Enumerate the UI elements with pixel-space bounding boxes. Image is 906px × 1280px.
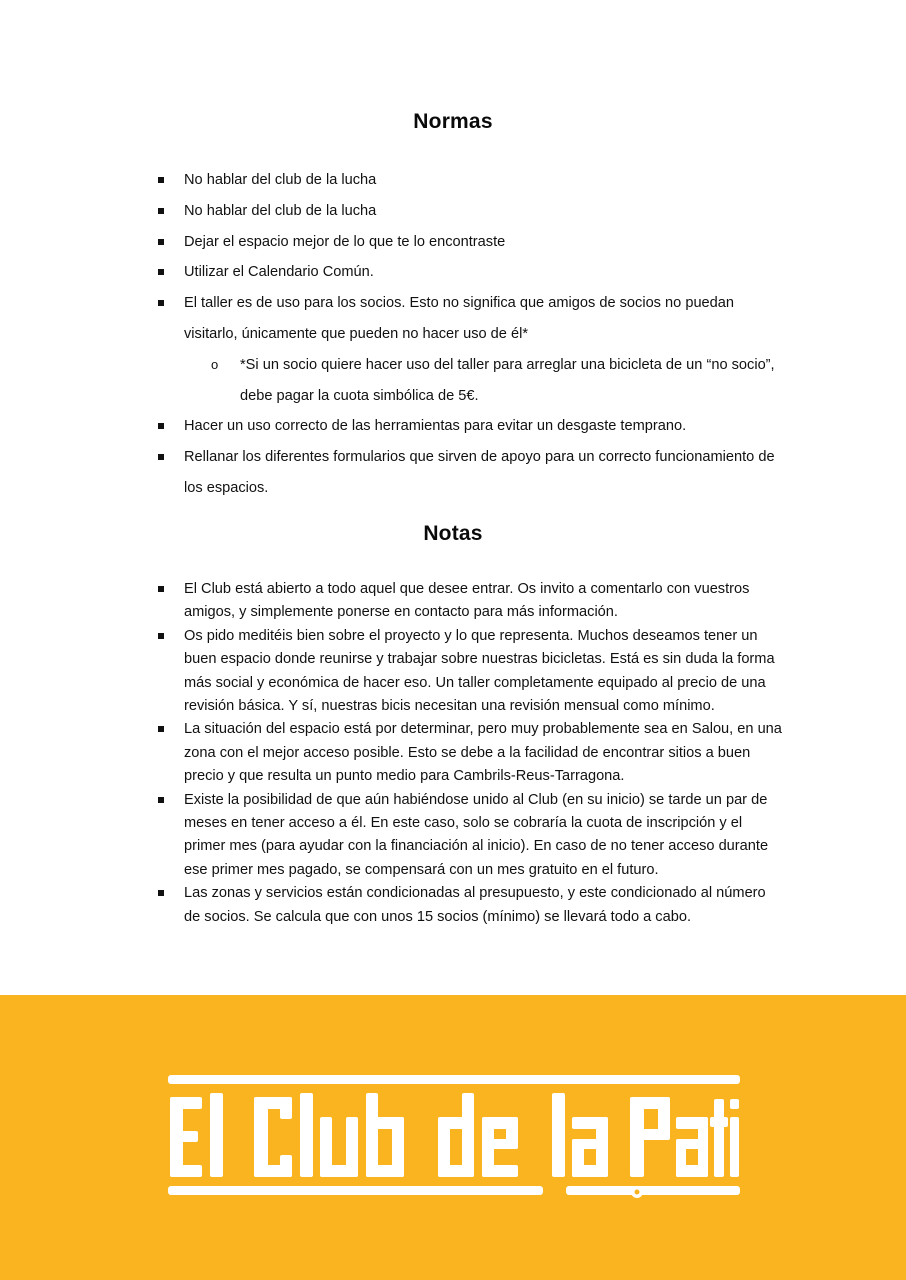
normas-heading: Normas bbox=[413, 110, 493, 133]
footer-banner bbox=[0, 995, 906, 1280]
square-bullet-icon bbox=[158, 423, 164, 429]
list-item: No hablar del club de la lucha bbox=[155, 165, 785, 196]
square-bullet-icon bbox=[158, 208, 164, 214]
list-item: Existe la posibilidad de que aún habiéndose unido al Club (en su inicio) se tarde un par de meses en tener acceso a él. En este caso, solo se cobraría la cuota de inscripción y el primer mes (para ayudar con la financiación al inicio). En caso de no tener acceso durante ese primer mes pagado, se compensará con un mes gratuito en el futuro. bbox=[155, 789, 785, 883]
list-item: La situación del espacio está por determinar, pero muy probablemente sea en Salou, en una zona con el mejor acceso posible. Esto se debe a la facilidad de encontrar sitios a buen precio y que resulta un punto medio para Cambrils-Reus-Tarragona. bbox=[155, 718, 785, 788]
list-item: El taller es de uso para los socios. Esto no significa que amigos de socios no puedan visitarlo, únicamente que pueden no hacer uso de él* o *Si un socio quiere hacer uso del taller para arreglar una bicicleta de un “no socio”, debe pagar la cuota simbólica de 5€. bbox=[155, 288, 785, 411]
list-item: El Club está abierto a todo aquel que desee entrar. Os invito a comentarlo con vuestros amigos, y simplemente ponerse en contacto para más información. bbox=[155, 578, 785, 625]
square-bullet-icon bbox=[158, 633, 164, 639]
square-bullet-icon bbox=[158, 239, 164, 245]
sub-list-item: o *Si un socio quiere hacer uso del taller para arreglar una bicicleta de un “no socio”, debe pagar la cuota simbólica de 5€. bbox=[184, 350, 785, 412]
list-item: Rellanar los diferentes formularios que sirven de apoyo para un correcto funcionamiento de los espacios. bbox=[155, 442, 785, 504]
square-bullet-icon bbox=[158, 300, 164, 306]
square-bullet-icon bbox=[158, 726, 164, 732]
square-bullet-icon bbox=[158, 454, 164, 460]
normas-list bbox=[155, 165, 785, 504]
list-item: Hacer un uso correcto de las herramientas para evitar un desgaste temprano. bbox=[155, 411, 785, 442]
list-item: Las zonas y servicios están condicionadas al presupuesto, y este condicionado al número de socios. Se calcula que con unos 15 socios (mínimo) se llevará todo a cabo. bbox=[155, 882, 785, 929]
square-bullet-icon bbox=[158, 797, 164, 803]
list-item: No hablar del club de la lucha bbox=[155, 196, 785, 227]
normas-sublist bbox=[184, 350, 785, 412]
square-bullet-icon bbox=[158, 890, 164, 896]
notas-heading: Notas bbox=[423, 522, 483, 545]
circle-bullet-icon: o bbox=[211, 356, 219, 372]
club-logo bbox=[168, 1075, 740, 1198]
square-bullet-icon bbox=[158, 586, 164, 592]
notas-list bbox=[155, 578, 785, 929]
list-item: Dejar el espacio mejor de lo que te lo encontraste bbox=[155, 227, 785, 258]
list-item: Os pido meditéis bien sobre el proyecto y lo que representa. Muchos deseamos tener un buen espacio donde reunirse y trabajar sobre nuestras bicicletas. Está es sin duda la forma más social y económica de hacer eso. Un taller completamente equipado al precio de una revisión básica. Y sí, nuestras bicis necesitan una revisión mensual como mínimo. bbox=[155, 625, 785, 719]
list-item: Utilizar el Calendario Común. bbox=[155, 257, 785, 288]
square-bullet-icon bbox=[158, 269, 164, 275]
square-bullet-icon bbox=[158, 177, 164, 183]
